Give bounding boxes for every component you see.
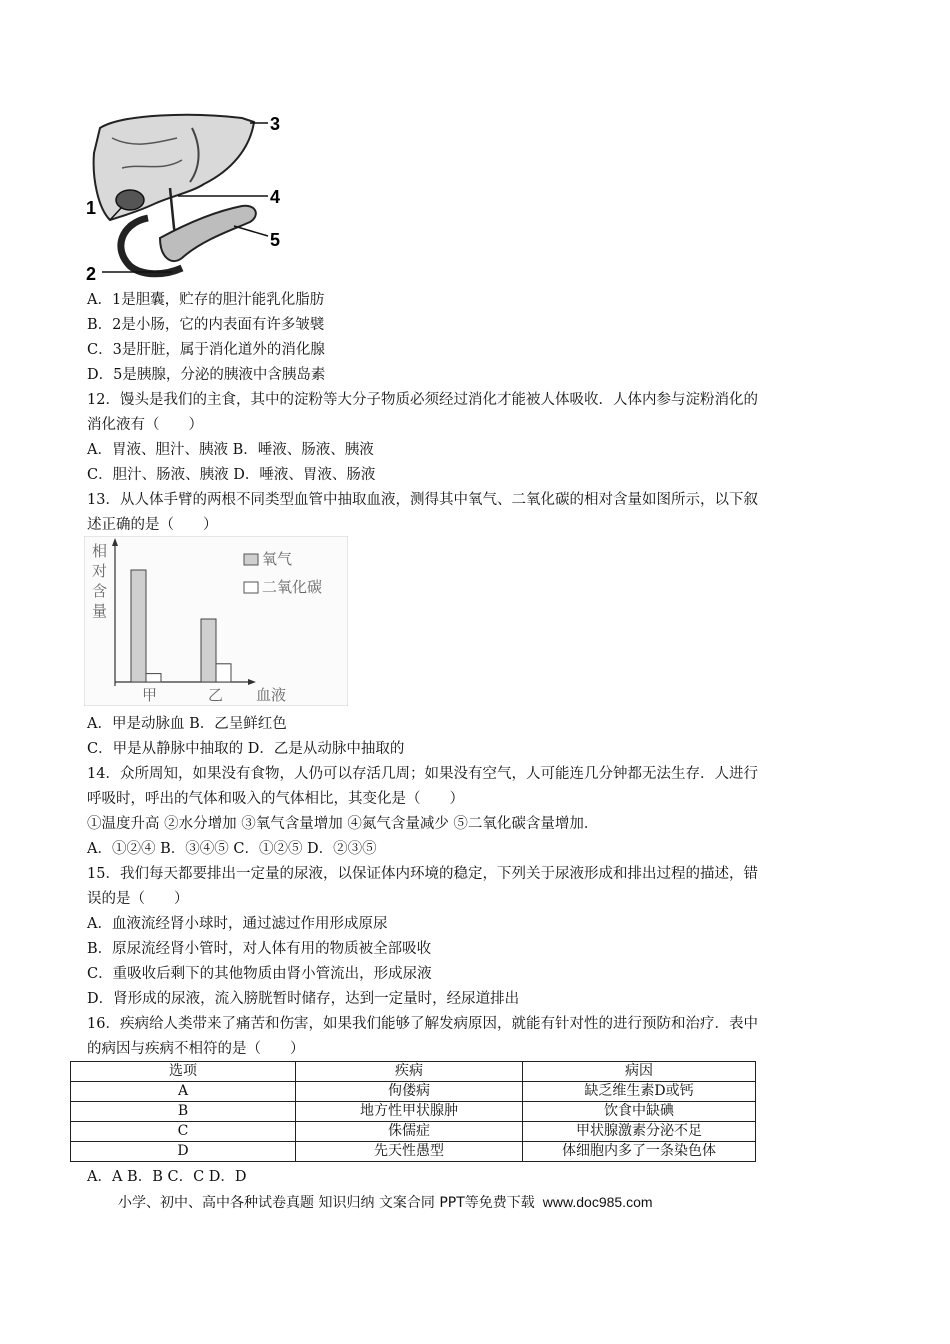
q14-stem-line2: 呼吸时，呼出的气体和吸入的气体相比，其变化是（ ） xyxy=(87,791,464,807)
disease-cause-table xyxy=(70,1061,756,1162)
q13-stem-line1: 13．从人体手臂的两根不同类型血管中抽取血液，测得其中氧气、二氧化碳的相对含量如图所示，以下叙 xyxy=(87,492,758,508)
legend-swatch-oxygen xyxy=(244,554,258,565)
q13-stem-line2: 述正确的是（ ） xyxy=(87,517,218,533)
q11-option-c: C．3是肝脏，属于消化道外的消化腺 xyxy=(87,342,325,358)
q12-stem-line1: 12．馒头是我们的主食，其中的淀粉等大分子物质必须经过消化才能被人体吸收．人体内参与淀粉消化的 xyxy=(87,392,758,408)
footer-site-link[interactable]: www.doc985.com xyxy=(542,1194,653,1210)
fig-label-2: 2 xyxy=(86,264,97,284)
table-cell-option: B xyxy=(71,1102,296,1122)
table-row xyxy=(71,1102,756,1122)
q14-items: ①温度升高 ②水分增加 ③氧气含量增加 ④氮气含量减少 ⑤二氧化碳含量增加． xyxy=(87,816,599,832)
blood-gas-chart xyxy=(84,536,348,706)
table-header-cause: 病因 xyxy=(523,1062,756,1082)
table-header-row xyxy=(71,1062,756,1082)
q15-option-a: A．血液流经肾小球时，通过滤过作用形成原尿 xyxy=(87,916,388,932)
q15-option-d: D．肾形成的尿液，流入膀胱暂时储存，达到一定量时，经尿道排出 xyxy=(87,991,520,1007)
y-axis-label-char-1: 相 xyxy=(92,542,108,560)
x-tick-yi: 乙 xyxy=(208,686,224,704)
q11-option-b: B．2是小肠，它的内表面有许多皱襞 xyxy=(87,317,325,333)
q13-options-line2: C．甲是从静脉中抽取的 D．乙是从动脉中抽取的 xyxy=(87,741,405,757)
q13-options-line1: A．甲是动脉血 B．乙呈鲜红色 xyxy=(87,716,287,732)
table-cell-option: D xyxy=(71,1142,296,1162)
legend-label-co2: 二氧化碳 xyxy=(262,578,323,596)
table-cell-disease: 先天性愚型 xyxy=(296,1142,523,1162)
table-cell-option: C xyxy=(71,1122,296,1142)
bar-oxygen-jia xyxy=(131,570,146,682)
table-cell-cause: 饮食中缺碘 xyxy=(523,1102,756,1122)
table-row xyxy=(71,1082,756,1102)
table-row xyxy=(71,1122,756,1142)
table-header-disease: 疾病 xyxy=(296,1062,523,1082)
footer-text: 小学、初中、高中各种试卷真题 知识归纳 文案合同 PPT等免费下载 xyxy=(118,1195,535,1211)
legend-label-oxygen: 氧气 xyxy=(262,550,293,568)
q15-stem-line2: 误的是（ ） xyxy=(87,891,189,907)
q15-stem-line1: 15．我们每天都要排出一定量的尿液，以保证体内环境的稳定，下列关于尿液形成和排出过程的描述，错 xyxy=(87,866,758,882)
table-cell-disease: 佝偻病 xyxy=(296,1082,523,1102)
y-axis-label-char-2: 对 xyxy=(92,562,108,580)
digestive-gland-figure xyxy=(82,108,292,288)
table-cell-cause: 体细胞内多了一条染色体 xyxy=(523,1142,756,1162)
q16-stem-line2: 的病因与疾病不相符的是（ ） xyxy=(87,1041,305,1057)
table-row xyxy=(71,1142,756,1162)
x-axis-label: 血液 xyxy=(256,686,287,704)
table-cell-disease: 地方性甲状腺肿 xyxy=(296,1102,523,1122)
table-cell-cause: 缺乏维生素D或钙 xyxy=(523,1082,756,1102)
q16-stem-line1: 16．疾病给人类带来了痛苦和伤害，如果我们能够了解发病原因，就能有针对性的进行预防和治疗．表中 xyxy=(87,1016,758,1032)
q14-stem-line1: 14．众所周知，如果没有食物，人仍可以存活几周；如果没有空气，人可能连几分钟都无法生存．人进行 xyxy=(87,766,758,782)
legend-swatch-co2 xyxy=(244,582,258,593)
fig-label-1: 1 xyxy=(86,198,97,218)
q11-option-a: A．1是胆囊，贮存的胆汁能乳化脂肪 xyxy=(87,292,325,308)
fig-label-4: 4 xyxy=(270,187,281,207)
q12-options-line1: A．胃液、胆汁、胰液 B．唾液、肠液、胰液 xyxy=(87,442,374,458)
table-header-option: 选项 xyxy=(71,1062,296,1082)
page-footer xyxy=(118,1192,653,1212)
q15-option-b: B．原尿流经肾小管时，对人体有用的物质被全部吸收 xyxy=(87,941,432,957)
fig-label-5: 5 xyxy=(270,230,281,250)
bar-co2-jia xyxy=(146,674,161,682)
q15-option-c: C．重吸收后剩下的其他物质由肾小管流出，形成尿液 xyxy=(87,966,432,982)
table-cell-disease: 侏儒症 xyxy=(296,1122,523,1142)
q14-options: A．①②④ B．③④⑤ C．①②⑤ D．②③⑤ xyxy=(87,841,377,857)
q12-options-line2: C．胆汁、肠液、胰液 D．唾液、胃液、肠液 xyxy=(87,467,376,483)
bar-co2-yi xyxy=(216,664,231,682)
table-cell-cause: 甲状腺激素分泌不足 xyxy=(523,1122,756,1142)
table-cell-option: A xyxy=(71,1082,296,1102)
bar-oxygen-yi xyxy=(201,619,216,682)
y-axis-label-char-3: 含 xyxy=(92,582,108,600)
q11-option-d: D．5是胰腺，分泌的胰液中含胰岛素 xyxy=(87,367,326,383)
q16-options: A．A B．B C．C D．D xyxy=(87,1169,247,1185)
y-axis-label-char-4: 量 xyxy=(92,602,108,620)
fig-label-3: 3 xyxy=(270,114,281,134)
q12-stem-line2: 消化液有（ ） xyxy=(87,417,203,433)
x-tick-jia: 甲 xyxy=(142,686,158,704)
